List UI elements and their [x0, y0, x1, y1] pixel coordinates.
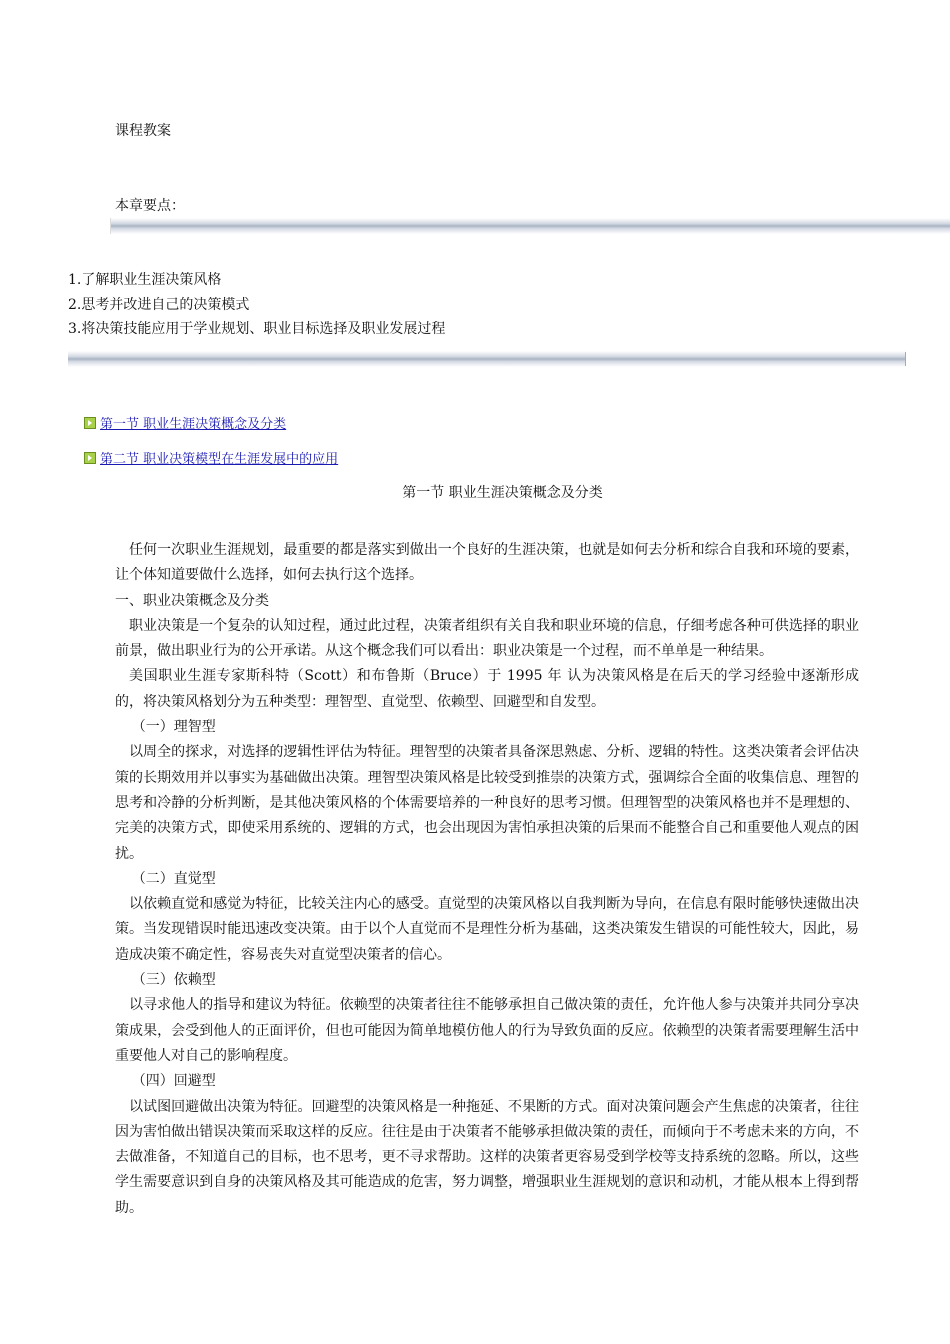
objective-item: 2.思考并改进自己的决策模式 — [68, 296, 250, 313]
paragraph: 以依赖直觉和感觉为特征，比较关注内心的感受。直觉型的决策风格以自我判断为导向，在信息有限时能够快速做出决策。当发现错误时能迅速改变决策。由于以个人直觉而不是理性分析为基础，这类决策发生错误的可能性较大，因此，易造成决策不确定性，容易丧失对直觉型决策者的信心。 — [115, 896, 859, 963]
nav-link-text[interactable]: 第一节 职业生涯决策概念及分类 — [100, 417, 287, 432]
subheading: （二）直觉型 — [131, 870, 216, 887]
subheading: 一、职业决策概念及分类 — [115, 592, 269, 609]
objectives-list — [68, 268, 445, 342]
section-title: 第一节 职业生涯决策概念及分类 — [402, 485, 603, 501]
paragraph: 以试图回避做出决策为特征。回避型的决策风格是一种拖延、不果断的方式。面对决策问题会产生焦虑的决策者，往往因为害怕做出错误决策而采取这样的反应。往往是由于决策者不能够承担做决策的责任，而倾向于不考虑未来的方向，不去做准备，不知道自己的目标，也不思考，更不寻求帮助。这样的决策者更容易受到学校等支持系统的忽略。所以，这些学生需要意识到自身的决策风格及其可能造成的危害，努力调整，增强职业生涯规划的意识和动机，才能从根本上得到帮助。 — [115, 1098, 859, 1216]
nav-link-text[interactable]: 第二节 职业决策模型在生涯发展中的应用 — [100, 452, 339, 467]
divider-cap — [905, 352, 906, 366]
objective-item: 3.将决策技能应用于学业规划、职业目标选择及职业发展过程 — [68, 321, 446, 337]
document-title: 课程教案 — [115, 123, 171, 139]
paragraph: 以寻求他人的指导和建议为特征。依赖型的决策者往往不能够承担自己做决策的责任，允许他人参与决策并共同分享决策成果，会受到他人的正面评价，但也可能因为简单地模仿他人的行为导致负面的反应。依赖型的决策者需要理解生活中重要他人对自己的影响程度。 — [115, 997, 859, 1064]
subheading: （三）依赖型 — [131, 972, 216, 989]
paragraph: 职业决策是一个复杂的认知过程，通过此过程，决策者组织有关自我和职业环境的信息，仔细考虑各种可供选择的职业前景，做出职业行为的公开承诺。从这个概念我们可以看出：职业决策是一个过程，而不单单是一种结果。 — [115, 617, 859, 660]
nav-link-section-1[interactable] — [84, 413, 286, 432]
nav-link-section-2[interactable] — [84, 448, 338, 467]
arrow-bullet-icon — [84, 417, 96, 429]
body-content — [115, 538, 859, 1221]
paragraph: 以周全的探求，对选择的逻辑性评估为特征。理智型的决策者具备深思熟虑、分析、逻辑的特性。这类决策者会评估决策的长期效用并以事实为基础做出决策。理智型决策风格是比较受到推崇的决策方式，强调综合全面的收集信息、理智的思考和冷静的分析判断，是其他决策风格的个体需要培养的一种良好的思考习惯。但理智型的决策风格也并不是理想的、完美的决策方式，即使采用系统的、逻辑的方式，也会出现因为害怕承担决策的后果而不能整合自己和重要他人观点的困扰。 — [115, 744, 859, 862]
arrow-bullet-icon — [84, 452, 96, 464]
subheading: （四）回避型 — [131, 1073, 216, 1090]
key-points-label: 本章要点： — [115, 198, 185, 214]
divider-bar — [110, 218, 950, 234]
objective-item: 1.了解职业生涯决策风格 — [68, 272, 222, 288]
subheading: （一）理智型 — [131, 719, 216, 736]
paragraph: 美国职业生涯专家斯科特（Scott）和布鲁斯（Bruce）于 1995 年 认为决策风格是在后天的学习经验中逐渐形成的，将决策风格划分为五种类型：理智型、直觉型、依赖型、回避型和自发型。 — [115, 668, 859, 710]
divider-bar — [68, 351, 906, 367]
paragraph: 任何一次职业生涯规划，最重要的都是落实到做出一个良好的生涯决策，也就是如何去分析和综合自我和环境的要素，让个体知道要做什么选择，如何去执行这个选择。 — [115, 542, 859, 584]
